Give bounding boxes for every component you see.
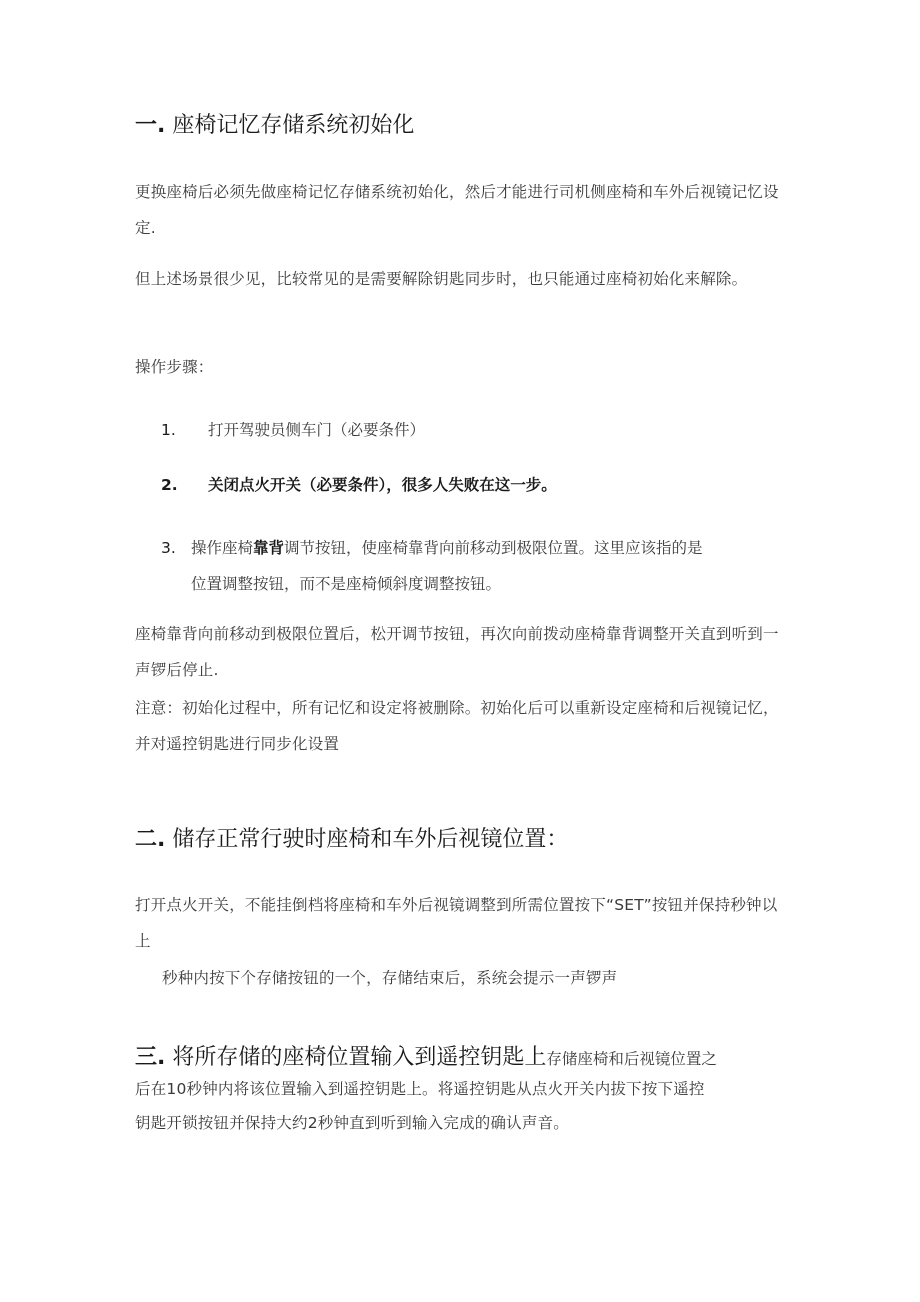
section2-heading-text: 储存正常行驶时座椅和车外后视镜位置： <box>172 827 569 852</box>
section3-heading-text: 将所存储的座椅位置输入到遥控钥匙上 <box>172 1045 547 1070</box>
section1-paragraph-1: 更换座椅后必须先做座椅记忆存储系统初始化，然后才能进行司机侧座椅和车外后视镜记忆设定. <box>135 183 779 237</box>
section1-heading <box>135 108 414 139</box>
step-3-line-2: 位置调整按钮，而不是座椅倾斜度调整按钮。 <box>191 575 502 593</box>
step-2-number: 2. <box>161 476 178 494</box>
section2-heading-number: 二. <box>135 827 166 852</box>
section3-heading <box>135 1040 717 1071</box>
step-3-number: 3. <box>161 539 176 557</box>
section2-paragraph-2: 秒种内按下个存储按钮的一个，存储结束后，系统会提示一声锣声 <box>162 969 618 987</box>
section3-heading-number: 三. <box>135 1045 166 1070</box>
section1-paragraph-3: 座椅靠背向前移动到极限位置后，松开调节按钮，再次向前拨动座椅靠背调整开关直到听到一声锣后停止. <box>135 625 779 679</box>
step-3-pre: 操作座椅 <box>191 539 254 557</box>
step-2-text: 关闭点火开关（必要条件），很多人失败在这一步。 <box>208 476 557 494</box>
section1-heading-text: 座椅记忆存储系统初始化 <box>172 113 415 138</box>
section3-line-3: 钥匙开锁按钮并保持大约2秒钟直到听到输入完成的确认声音。 <box>135 1114 569 1132</box>
section1-heading-number: 一. <box>135 113 166 138</box>
step-3-post: 调节按钮，使座椅靠背向前移动到极限位置。这里应该指的是 <box>284 539 703 557</box>
section1-note: 注意：初始化过程中，所有记忆和设定将被删除。初始化后可以重新设定座椅和后视镜记忆，并对遥控钥匙进行同步化设置 <box>135 699 779 753</box>
section2-paragraph-1: 打开点火开关，不能挂倒档将座椅和车外后视镜调整到所需位置按下“SET”按钮并保持秒钟以上 <box>135 896 778 950</box>
steps-label: 操作步骤： <box>135 358 214 376</box>
step-3-line-1 <box>191 530 703 566</box>
section2-heading <box>135 822 568 853</box>
list-item-step-3 <box>161 530 781 602</box>
list-item-step-2 <box>161 467 781 503</box>
section1-paragraph-2: 但上述场景很少见，比较常见的是需要解除钥匙同步时，也只能通过座椅初始化来解除。 <box>135 270 748 288</box>
section3-line-1-rest: 存储座椅和后视镜位置之 <box>546 1050 717 1068</box>
step-1-number: 1. <box>161 421 176 439</box>
list-item-step-1 <box>161 412 781 448</box>
step-1-text: 打开驾驶员侧车门（必要条件） <box>208 421 426 439</box>
section3-line-2: 后在10秒钟内将该位置输入到遥控钥匙上。将遥控钥匙从点火开关内拔下按下遥控 <box>135 1080 705 1098</box>
step-3-bold: 靠背 <box>253 539 285 557</box>
